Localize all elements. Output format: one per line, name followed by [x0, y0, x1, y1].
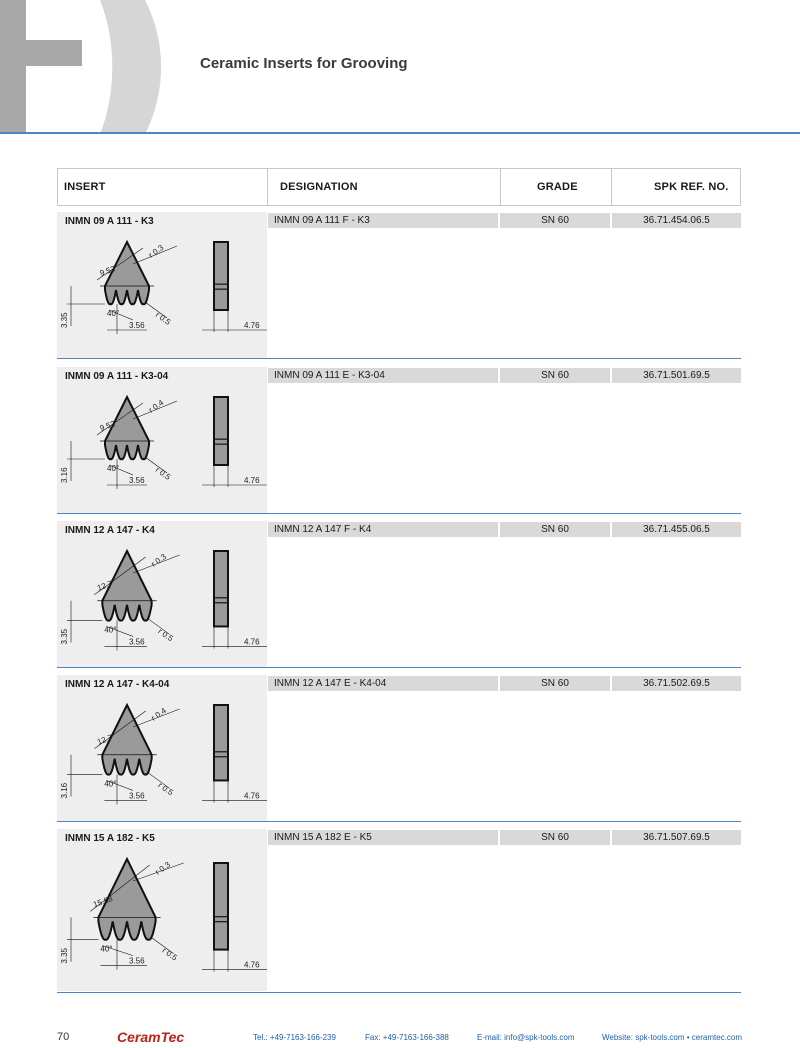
header-divider: [267, 169, 268, 205]
width-label: 9.52: [98, 264, 117, 278]
angle-label: 40°: [107, 464, 120, 473]
height-label: 3.35: [60, 948, 69, 964]
insert-drawing: [57, 387, 267, 497]
groove-radius-label: r 0.5: [153, 310, 173, 327]
tip-radius-label: r 0.4: [149, 706, 168, 723]
insert-drawing: [57, 849, 267, 979]
angle-label: 40°: [104, 625, 117, 635]
page-number: 70: [57, 1031, 70, 1043]
height-label: 3.35: [60, 312, 69, 328]
groove-radius-label: r 0.5: [160, 945, 179, 963]
header-insert: INSERT: [64, 181, 106, 193]
tip-radius-label: r 0.3: [146, 243, 166, 260]
side-view: [214, 242, 228, 310]
table-row: [57, 212, 741, 362]
header-grade: GRADE: [537, 181, 578, 193]
insert-code: INMN 15 A 182 - K5: [65, 833, 155, 844]
designation-cell: INMN 09 A 111 F - K3: [268, 213, 498, 228]
side-view: [214, 863, 228, 950]
thickness-label: 4.76: [244, 321, 260, 330]
side-view: [214, 397, 228, 465]
footer: [0, 1030, 800, 1048]
page-title: Ceramic Inserts for Grooving: [200, 55, 408, 72]
thickness-label: 4.76: [244, 637, 260, 647]
width-label: 12.7: [95, 578, 114, 593]
insert-drawing: [57, 232, 267, 342]
grade-cell: SN 60: [500, 213, 610, 228]
pitch-label: 3.56: [129, 637, 145, 647]
grade-cell: SN 60: [500, 830, 610, 845]
row-divider: [57, 513, 741, 514]
thickness-label: 4.76: [244, 476, 260, 485]
insert-code: INMN 09 A 111 - K3-04: [65, 371, 169, 382]
designation-cell: INMN 12 A 147 F - K4: [268, 522, 498, 537]
ref-cell: 36.71.501.69.5: [612, 368, 741, 383]
header-ref: SPK REF. NO.: [654, 181, 729, 193]
ref-cell: 36.71.454.06.5: [612, 213, 741, 228]
height-label: 3.16: [60, 467, 69, 483]
angle-label: 40°: [100, 944, 113, 954]
tip-radius-label: r 0.4: [146, 398, 166, 415]
grade-cell: SN 60: [500, 368, 610, 383]
side-view: [214, 705, 228, 780]
footer-tel: Tel.: +49-7163-166-239: [253, 1033, 336, 1042]
groove-radius-label: r 0.5: [156, 780, 175, 798]
insert-code: INMN 12 A 147 - K4-04: [65, 679, 170, 690]
insert-drawing: [57, 695, 267, 810]
height-label: 3.16: [60, 782, 69, 799]
designation-cell: INMN 12 A 147 E - K4-04: [268, 676, 498, 691]
pitch-label: 3.56: [129, 321, 145, 330]
tip-radius-label: r 0.3: [149, 552, 168, 569]
header-divider: [611, 169, 612, 205]
designation-cell: INMN 09 A 111 E - K3-04: [268, 368, 498, 383]
header-divider: [500, 169, 501, 205]
ref-cell: 36.71.502.69.5: [612, 676, 741, 691]
thickness-label: 4.76: [244, 791, 260, 801]
width-label: 12.7: [95, 732, 114, 747]
grade-cell: SN 60: [500, 676, 610, 691]
insert-code: INMN 09 A 111 - K3: [65, 216, 154, 227]
table-row: [57, 675, 741, 825]
ref-cell: 36.71.507.69.5: [612, 830, 741, 845]
thickness-label: 4.76: [244, 960, 260, 970]
designation-cell: INMN 15 A 182 E - K5: [268, 830, 498, 845]
header-designation: DESIGNATION: [280, 181, 358, 193]
ceramtec-logo: CeramTec: [117, 1029, 185, 1045]
angle-label: 40°: [107, 309, 120, 318]
groove-radius-label: r 0.5: [153, 465, 173, 482]
insert-drawing: [57, 541, 267, 656]
height-label: 3.35: [60, 628, 69, 645]
pitch-label: 3.56: [129, 956, 145, 966]
table-row: [57, 521, 741, 671]
row-divider: [57, 821, 741, 822]
footer-email[interactable]: E-mail: info@spk-tools.com: [477, 1033, 575, 1042]
row-divider: [57, 992, 741, 993]
table-row: [57, 367, 741, 517]
groove-radius-label: r 0.5: [156, 626, 175, 644]
angle-label: 40°: [104, 779, 117, 789]
header-decoration: [0, 0, 200, 134]
width-label: 15.88: [92, 893, 114, 910]
table-row: [57, 829, 741, 999]
ref-cell: 36.71.455.06.5: [612, 522, 741, 537]
row-divider: [57, 358, 741, 359]
footer-website[interactable]: Website: spk-tools.com • ceramtec.com: [602, 1033, 743, 1042]
pitch-label: 3.56: [129, 791, 145, 801]
table-header: [57, 168, 741, 206]
width-label: 9.52: [98, 419, 117, 433]
header-rule: [0, 132, 800, 134]
tip-radius-label: r 0.3: [153, 860, 172, 877]
insert-code: INMN 12 A 147 - K4: [65, 525, 155, 536]
pitch-label: 3.56: [129, 476, 145, 485]
row-divider: [57, 667, 741, 668]
grade-cell: SN 60: [500, 522, 610, 537]
side-view: [214, 551, 228, 626]
footer-fax: Fax: +49-7163-166-388: [365, 1033, 449, 1042]
